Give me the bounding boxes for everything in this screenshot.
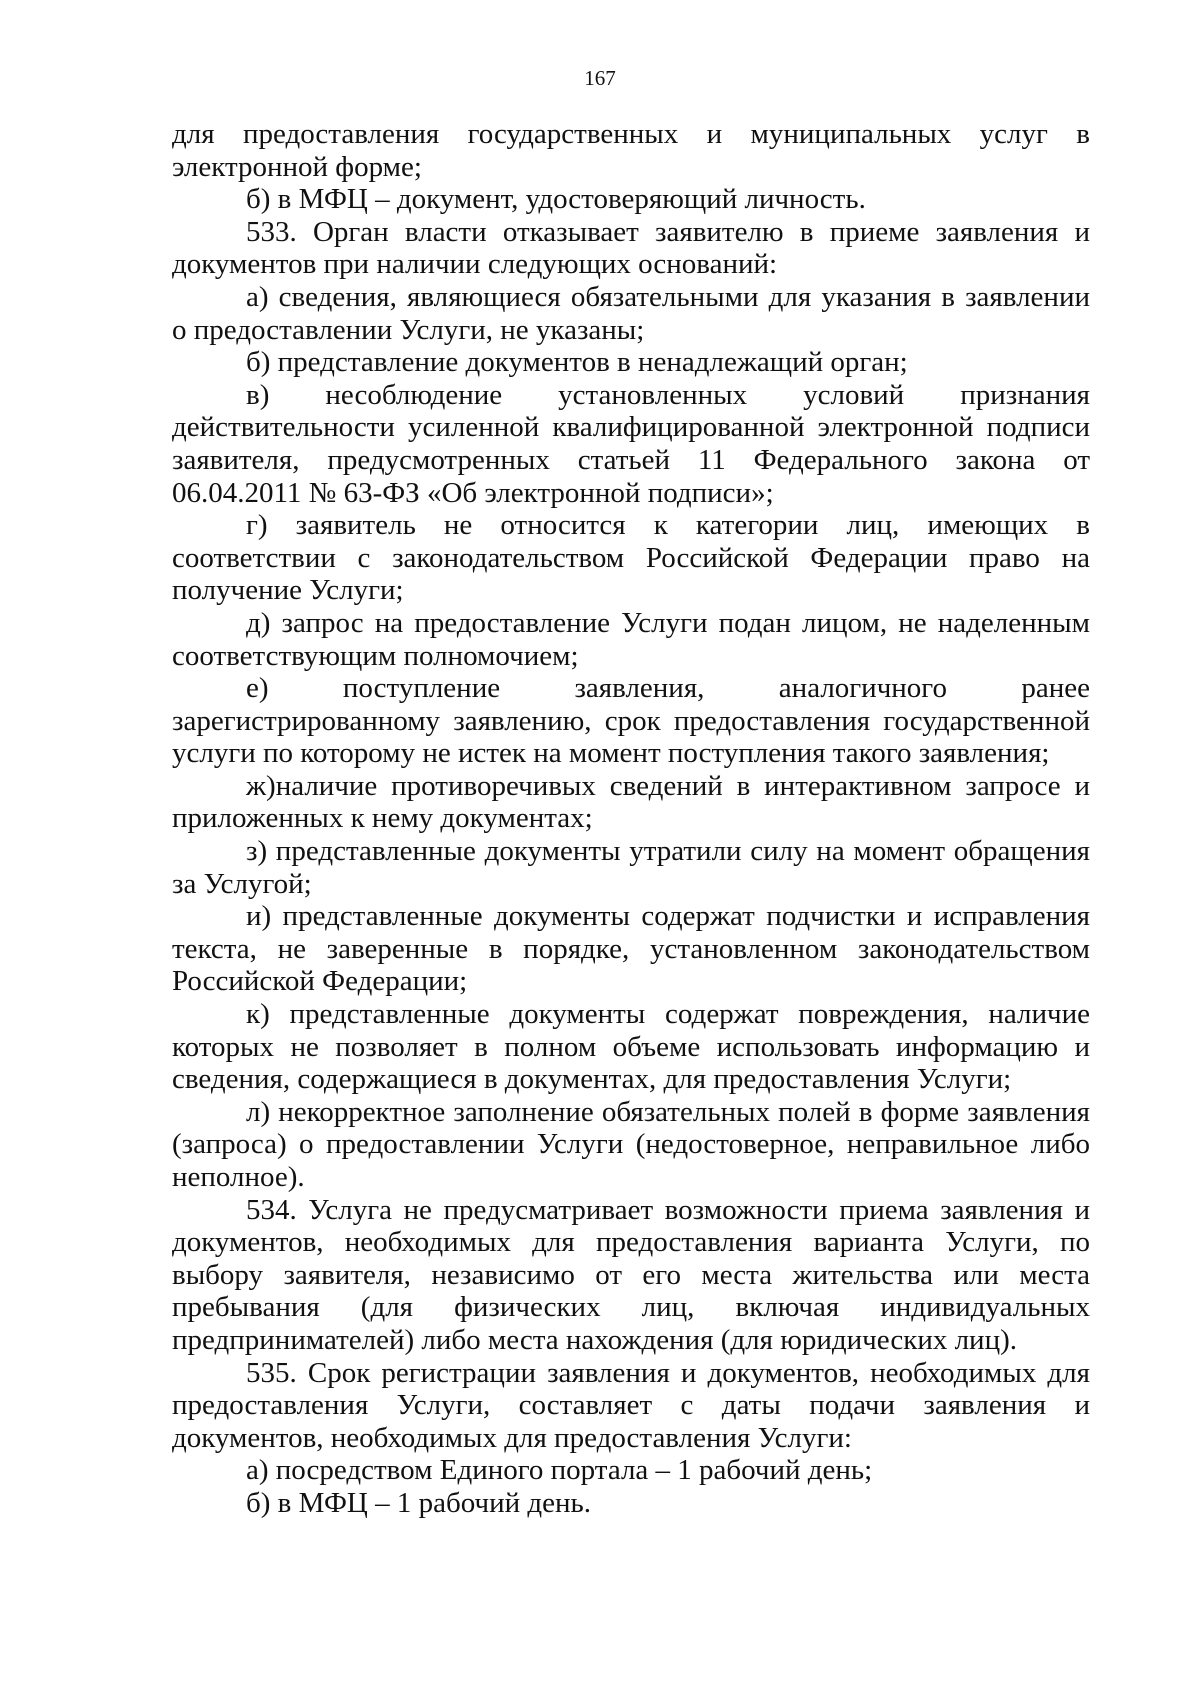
paragraph-535: 535. Срок регистрации заявления и документов, необходимых для предоставления Услуги, составляет с даты подачи заявления и документов, необходимых для предоставления Услуги:	[172, 1356, 1090, 1454]
paragraph-item-b-mfc-identity: б) в МФЦ – документ, удостоверяющий личность.	[246, 183, 866, 216]
paragraph-534: 534. Услуга не предусматривает возможности приема заявления и документов, необходимых для предоставления варианта Услуги, по выбору заявителя, независимо от его места жительства или места пребывания (для физических лиц, включая индивидуальных предпринимателей) либо места нахождения (для юридических лиц).	[172, 1193, 1090, 1356]
paragraph-533-item-d: д) запрос на предоставление Услуги подан лицом, не наделенным соответствующим полномочием;	[172, 606, 1090, 672]
paragraph-533-item-v: в) несоблюдение установленных условий признания действительности усиленной квалифицированной электронной подписи заявителя, предусмотренных статьей 11 Федерального закона от 06.04.2011 № 63-ФЗ «Об электронной подписи»;	[172, 378, 1090, 509]
paragraph-533-item-zh: ж)наличие противоречивых сведений в интерактивном запросе и приложенных к нему документах;	[172, 769, 1090, 835]
paragraph-533-item-b: б) представление документов в ненадлежащий орган;	[246, 346, 908, 379]
paragraph-533-item-z: з) представленные документы утратили силу на момент обращения за Услугой;	[172, 835, 1090, 900]
paragraph-533-item-l: л) некорректное заполнение обязательных полей в форме заявления (запроса) о предоставлении Услуги (недостоверное, неправильное либо неполное).	[172, 1095, 1090, 1193]
paragraph-continuation: для предоставления государственных и муниципальных услуг в электронной форме;	[172, 118, 1090, 183]
paragraph-533-item-k: к) представленные документы содержат повреждения, наличие которых не позволяет в полном объеме использовать информацию и сведения, содержащиеся в документах, для предоставления Услуги;	[172, 998, 1090, 1096]
document-body	[172, 118, 1090, 1520]
paragraph-533-item-e: е) поступление заявления, аналогичного ранее зарегистрированному заявлению, срок предоставления государственной услуги по которому не истек на момент поступления такого заявления;	[172, 672, 1090, 770]
paragraph-535-item-a: а) посредством Единого портала – 1 рабочий день;	[246, 1454, 873, 1487]
paragraph-533: 533. Орган власти отказывает заявителю в приеме заявления и документов при наличии следующих оснований:	[172, 215, 1090, 281]
paragraph-533-item-a: а) сведения, являющиеся обязательными для указания в заявлении о предоставлении Услуги, не указаны;	[172, 280, 1090, 346]
paragraph-533-item-i: и) представленные документы содержат подчистки и исправления текста, не заверенные в порядке, установленном законодательством Российской Федерации;	[172, 900, 1090, 998]
paragraph-535-item-b: б) в МФЦ – 1 рабочий день.	[246, 1486, 591, 1519]
page-number: 167	[584, 66, 616, 90]
paragraph-533-item-g: г) заявитель не относится к категории лиц, имеющих в соответствии с законодательством Российской Федерации право на получение Услуги;	[172, 509, 1090, 607]
